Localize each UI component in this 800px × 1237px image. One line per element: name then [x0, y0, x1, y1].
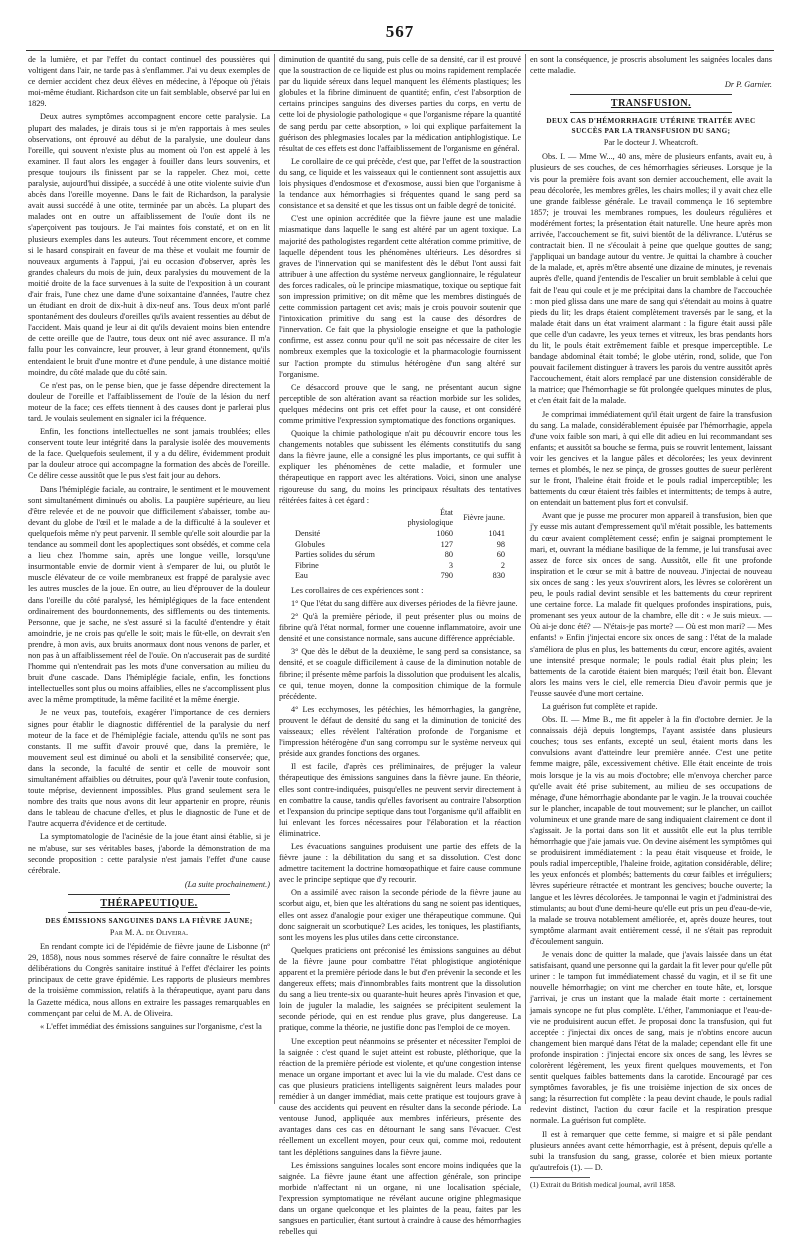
column-middle: [279, 54, 521, 1237]
paragraph: en sont la conséquence, je proscris absolument les saignées locales dans cette maladie.: [530, 55, 772, 76]
paragraph: 2° Qu'à la première période, il peut présenter plus ou moins de fibrine qu'à l'état normal, former une couenne inflammatoire, avoir une densité et une consistance normale, sans aucune différence appréciable.: [279, 612, 521, 644]
table-cell: 830: [492, 571, 505, 581]
table-cell-label: Eau: [295, 571, 308, 581]
paragraph: Une exception peut néanmoins se présenter et nécessiter l'emploi de la saignée : c'est quand le sujet atteint est robuste, pléthorique, que la réaction de la première période est violente, et qu'une congestion intense menace un organe important et avec lui la vie du malade. C'est dans ce cas que plusieurs praticiens intelligents saignèrent leurs malades pour remédier à un danger immédiat, mais cette pratique est toujours grave à cause des accidents qui peuvent en résulter dans la seconde période. La ventouse Junod, appliquée aux membres inférieurs, présente des avantages dans ces cas en détournant le sang sans l'évacuer. C'est réellement un excellent moyen, pour ceux qui, comme moi, redoutent tant les déplétions sanguines dans la fièvre jaune.: [279, 1036, 521, 1157]
table-cell: 2: [500, 560, 505, 570]
column-divider: [525, 54, 526, 1104]
paragraph: 1° Que l'état du sang diffère aux diverses périodes de la fièvre jaune.: [291, 599, 518, 608]
column-divider: [274, 54, 275, 1104]
table-cell: 3: [448, 560, 453, 570]
table-header: Fièvre jaune.: [463, 513, 505, 523]
section-header-box: [570, 94, 732, 113]
article-title: DES ÉMISSIONS SANGUINES DANS LA FIÈVRE JAUNE;: [45, 916, 253, 925]
paragraph: Dans l'hémiplégie faciale, au contraire, le sentiment et le mouvement sont simultanément diminués ou abolis. La paupière supérieure, au lieu d'être relevée et de ne pouvoir que difficilement s'abaisser, tombe au-devant du globe de l'œil et le malade a de la difficulté à la soulever et quelquefois même n'y peut parvenir. Il semble qu'elle soit alourdie par la tendance au sommeil dont les apoplectiques sont obsédés, et comme cela a lieu chez l'homme sain, après une longue veille, lorsqu'une insurmontable envie de dormir vient à s'emparer de lui, ou plutôt le muscle élévateur de ce voile membraneux est frappé de paralysie avec les autres muscles de la joue. En outre, au lieu d'éprouver de la douleur dans l'oreille du côté paralysé, les hémiplégiques de la face entendent ordinairement des bourdonnements, des sifflements ou des tintements. Personne, que je sache, ne s'est assuré si la faculté d'entendre y était amoindrie, je ne crois pas qu'elle le soit; mais le fût-elle, on devrait s'en prendre, à mon avis, aux bruits anormaux dont nous venons de parler, et non pas à un affaiblissement réel de l'ouïe. On n'accuserait pas de surdité l'homme qui n'entendrait pas les mots d'une conversation au milieu du bruit d'une cascade. Dans l'hémiplégie faciale, enfin, les fonctions intellectuelles sont plus ou moins affaiblies, elles ne s'accomplissent plus avec la même promptitude, la même facilité et la même énergie.: [28, 484, 270, 705]
paragraph: Les évacuations sanguines produisent une partie des effets de la fièvre jaune : la débilitation du sang et sa dissolution. C'est donc admettre tacitement la doctrine homœopathique et faire cause commune avec le principe septique que d'y recourir.: [279, 841, 521, 885]
table-row: [295, 529, 505, 540]
paragraph: Enfin, les fonctions intellectuelles ne sont jamais troublées; elles conservent toute leur intégrité dans la paralysie isolée des mouvements de la face. Quelquefois seulement, il y a du délire, évidemment produit par la douleur atroce qui accompagne la formation des abcès de l'oreille. Ce délire cesse aussitôt que le pus s'est fait jour au dehors.: [28, 427, 270, 481]
paragraph: Ce désaccord prouve que le sang, ne présentant aucun signe perceptible de son altération avant sa réaction morbide sur les solides, quelques médecins ont pris cet effet pour la cause, et ont considéré comme primitive l'expression symptomatique des fonctions organiques.: [279, 382, 521, 425]
footnote-rule: [530, 1177, 590, 1178]
column-left: [28, 54, 270, 1104]
paragraph: C'est une opinion accréditée que la fièvre jaune est une maladie miasmatique dans laquelle le sang est altéré par un agent toxique. La majorité des pathologistes regardent cette altération comme primitive, de laquelle dépendent tous les phénomènes ultérieurs. Les désordres si graves de l'innervation qui se manifestent dès le début l'ont aussi fait attribuer à une affection du système nerveux ganglionnaire, le régulateur des forces radicales, où le principe miasmatique, toxique ou septique fait son impression primitive; on dit même que les membres distingués de cette commission partagent cet avis; mais je crois pouvoir soutenir que l'intoxication primitive du sang est la cause des désordres de l'innervation. Ce fait que la physiologie enseigne et que la pathologie confirme, est assez connu pour qu'il ne soit pas nécessaire de citer les nombreux exemples que la toxicologie et la pharmacologie fournissent sur l'action prompte du stimulus hétérogène d'un sang altéré sur l'organisme.: [279, 214, 521, 379]
paragraph: Les émissions sanguines locales sont encore moins indiquées que la saignée. La fièvre jaune étant une affection générale, son principe morbide n'affectant ni un organe, ni une localisation spéciale, l'expression symptomatique ne révélant aucune origine phlegmasique dans un organe quelconque et les plaintes de la peau, faites par les sangsues en particulier, étant surtout à craindre à cause des hémorrhagies rebelles qui: [279, 1160, 521, 1237]
table-cell: 80: [444, 550, 453, 560]
table-row: [295, 540, 505, 551]
table-header-row: [295, 508, 505, 529]
table-cell-label: Globules: [295, 539, 325, 549]
article-title: DEUX CAS D'HÉMORRHAGIE UTÉRINE TRAITÉE AVEC SUCCÈS PAR LA TRANSFUSION DU SANG;: [546, 117, 756, 136]
paragraph: diminution de quantité du sang, puis celle de sa densité, car il est prouvé que la soustraction de ce liquide est plus ou moins rapidement remplacée par du liquide séreux dans lequel manquent les éléments plastiques; les globules et la fibrine diminuent de quantité; enfin, c'est l'absorption de certains principes sanguins des diverses parties du corps, en vertu de cette loi de physiologie pathologique « que l'organisme répare la quantité de sang perdu par cette absorption, » loi qui explique parfaitement la guérison des phlegmasies locales par la médication antiphlogistique. Le résultat de ces effets est donc l'affaiblissement de l'organisme en général.: [279, 55, 521, 153]
section-title: TRANSFUSION.: [610, 98, 692, 110]
table-cell: 98: [496, 539, 505, 549]
section-title: THÉRAPEUTIQUE.: [100, 897, 198, 909]
column-right: [530, 54, 772, 1189]
paragraph: Avant que je pusse me procurer mon appareil à transfusion, bien que j'y eusse mis autant d'empressement qu'il m'était possible, les battements du cœur avaient complètement cessé; enfin je saignai promptement le mari, et, ouvrant la médiane basilique de la femme, je lui transfusai avec assez de force six onces de sang. Aussitôt, elle fit une profonde inspiration et le cœur se mit à battre de nouveau. J'injectai de nouveau six onces de sang : les yeux s'ouvrirent alors, les lèvres se colorèrent un peu, le pouls radial devint sensible et les battements du cœur reprirent une certaine force. La malade fit quelques profondes inspirations, puis, promenant ses yeux autour de la chambre, elle dit : « Je suis mieux. — Où ai-je donc été? — N'étais-je pas morte? — Où est mon mari? — Mes enfants! » Enfin j'injectai encore six onces de sang : l'état de la malade s'améliora de plus en plus, les battements du cœur, encore agités, avaient une intensité presque normale; le pouls radial était plus plein; les battements de la carotide étaient bien marqués; l'œil était bon. Élevant alors les mains vers le ciel, elle remercia Dieu d'avoir permis que je l'eusse sauvée d'une mort certaine.: [530, 511, 772, 698]
paragraph: Les corollaires de ces expériences sont :: [291, 585, 424, 595]
paragraph: En rendant compte ici de l'épidémie de fièvre jaune de Lisbonne (nº 29, 1858), nous nous sommes réservé de faire connaître le résultat des délibérations du Congrès sanitaire institué à l'effet d'éclairer les points principaux de cette grave épidémie. Les rapports de plusieurs membres de la troisième commission, relatifs à la thérapeutique, ayant paru dans la Gazette médica, nous allons en extraire les passages remarquables en commençant par celui de M. A. de Oliveira.: [28, 942, 270, 1018]
paragraph: La symptomatologie de l'acinésie de la joue étant ainsi établie, si je ne m'abuse, sur ses véritables bases, j'aborde la démonstration de ma seconde proposition : cette paralysie n'est jamais l'effet d'une cause cérébrale.: [28, 832, 270, 875]
paragraph: de la lumière, et par l'effet du contact continuel des poussières qui voltigent dans l'air, ne tarde pas à s'enflammer. J'ai vu deux exemples de ce dernier accident chez deux élèves en médecine, à l'époque où j'étais moi-même étudiant. Richardson cite un fait semblable, observé par lui en 1829.: [28, 55, 270, 109]
page-number: 567: [385, 22, 415, 41]
paragraph: Le corollaire de ce qui précède, c'est que, par l'effet de la soustraction du sang, ce liquide et les vaisseaux qui le contiennent sont assujettis aux lois physiques d'endosmose et d'exosmose, aussi bien que l'organisme à la tendance aux hémorrhagies si fréquentes quand le sang perd sa consistance et sa densité et que les tissus ont un faible degré de tonicité.: [279, 156, 521, 211]
paragraph: Ce n'est pas, on le pense bien, que je fasse dépendre directement la douleur de l'oreille et l'affaiblissement de l'ouïe de la lésion du nerf moteur de la face; ces effets tiennent à des causes dont je parlerai plus tard. Je voulais seulement en signaler ici la fréquence.: [28, 380, 270, 423]
section-header-box: [68, 894, 230, 913]
paragraph: Il est facile, d'après ces préliminaires, de préjuger la valeur thérapeutique des émissions sanguines dans la fièvre jaune. En théorie, elles sont contre-indiquées, puisqu'elles ne peuvent servir directement à en combattre la cause, tandis qu'elles favorisent au contraire l'absorption et l'expansion du principe septique dans tout l'organisme qu'il affaiblit en lui enlevant les forces nécessaires pour l'élaboration et la réaction éliminatrice.: [279, 762, 521, 838]
paragraph: 3° Que dès le début de la deuxième, le sang perd sa consistance, sa densité, et se coagule difficilement à cause de la diminution notable de fibrine; il présente même parfois la dissolution que produisent les alcalis, ce qui, tenue moyen, donne la composition chimique de la formule précédente.: [279, 647, 521, 701]
article-byline: Par le docteur J. Wheatcroft.: [603, 138, 699, 148]
paragraph: Obs. II. — Mme B., me fit appeler à la fin d'octobre dernier. Je la connaissais déjà depuis longtemps, l'ayant assistée dans plusieurs couches; tous ses enfants, excepté un seul, étaient morts dans les convulsions avant d'atteindre leur première année. C'est une petite femme maigre, pâle, excessivement chétive. Elle était enceinte de trois mois lorsque je la vis au mois d'octobre; elle m'envoya chercher parce qu'elle avait été prise subitement, au milieu de ses occupations de ménage, d'une hémorrhagie abondante par le vagin. Je la trouvai couchée sur le plancher, incapable de tout mouvement; sur le plancher, un caillot volumineux et une grande mare de sang indiquaient clairement ce dont il s'agissait. Je la portai dans son lit et aussitôt elle eut la plus terrible hémorrhagie que j'aie jamais vue. On devine aisément les symptômes qui se produisirent immédiatement : la peau était visqueuse et froide, le pouls radial imperceptible, l'haleine froide, agitation considérable, délire; les yeux enfoncés et plombés; battements du cœur faibles et irréguliers; lèvres supérieure rétractée et montrant les gencives; bouche ouverte; la langue et les lèvres décolorées. Je tamponnai le vagin et j'administrai des stimulants; au bout d'une demi-heure qu'elle eut pris un peu d'eau-de-vie, la malade se trouva notablement améliorée, et, après douze heures, tout symptôme alarmant avait entièrement cessé, il ne s'était pas reproduit d'écoulement sanguin.: [530, 715, 772, 946]
table-row: [295, 550, 505, 561]
paragraph: Deux autres symptômes accompagnent encore cette paralysie. La plupart des malades, je dirais tous si je m'en rapportais à mes seules observations, ont éprouvé au début de la paralysie, une douleur dans l'oreille, qui souvent n'existe plus au moment où l'on est appelé à les examiner. Il faut alors les engager à fouiller dans leurs souvenirs, et presque toujours ils finissent par se la rappeler. Chez moi, cette paralysie, aujourd'hui dissipée, a succédé à une otite violente suivie d'un abcès dans l'oreille moyenne. Dans le fait de Richardson, la paralysie avait aussi succédé à une otite, terminée par un abcès. La plupart des malades ont en outre un affaiblissement de l'ouïe dont ils ne s'aperçoivent pas toujours. Je l'ai maintes fois constaté, et on en lit plusieurs exemples dans les auteurs. Tout récemment encore, et comme si le hasard conspirait en faveur de ma thèse et voulait me fournir de nouveaux arguments à l'appui, j'ai eu occasion d'observer, après les grandes chaleurs du mois de juin, deux paralysies du mouvement de la moitié droite de la face survenues à la suite de l'exposition à un courant d'air frais, l'une chez une dame d'une soixantaine d'années, l'autre chez un étudiant en droit de dix-huit à dix-neuf ans. Tous deux m'ont parlé spontanément des douleurs d'oreilles qu'ils avaient ressenties au début de l'accident. Mais quand je leur ai dit qu'ils devaient moins bien entendre de cette oreille que de l'autre, tous deux ont nié avec assurance. Il m'a fallu pour les convaincre, leur prouver, à leur grand étonnement, qu'ils entendaient le bruit d'une montre et d'une pendule, à une distance moitié moindre, du côté malade que du côté sain.: [28, 112, 270, 377]
paragraph: Quoique la chimie pathologique n'ait pu découvrir encore tous les changements notables que subissent les éléments constitutifs du sang dans la fièvre jaune, elle a consigné les plus importants, ce qui suffit à expliquer les phénomènes de cette maladie, et formuler une thérapeutique en rapport avec les altérations. Voici, sinon une analyse rigoureuse du sang, du moins les principaux résultats des tentatives réitérées faites à cet égard :: [279, 429, 521, 505]
paragraph: La guérison fut complète et rapide.: [542, 701, 658, 711]
paragraph: Il est à remarquer que cette femme, si maigre et si pâle pendant plusieurs années avant cette hémorrhagie, est à présent, depuis qu'elle a subi la transfusion du sang, grasse, colorée et bien mieux portante qu'autrefois (1). — D.: [530, 1129, 772, 1172]
article-byline: Par M. A. de Oliveira.: [109, 927, 189, 937]
paragraph: Quelques praticiens ont préconisé les émissions sanguines au début de la fièvre jaune pour combattre l'état phlogistique angioténique apparent et la première période dans le but d'en prévenir la seconde et les dangereux effets; mais d'innombrables faits montrent que la dissolution du sang a lieu trente-six ou quarante-huit heures après l'invasion et que, loin de juguler la maladie, les saignées se précipitent seulement la seconde période, qui en est rendue plus grave, plus dangereuse. La pratique, comme la théorie, ne justifie donc pas l'emploi de ce moyen.: [279, 945, 521, 1033]
table-row: [295, 561, 505, 572]
table-cell: 790: [440, 571, 453, 581]
header-rule: [26, 50, 774, 51]
paragraph: On a assimilé avec raison la seconde période de la fièvre jaune au scorbut aigu, et, bien que les altérations du sang ne soient pas identiques, elles ont assez d'analogie pour exiger une thérapeutique commune. Qui donc saignerait un scorbutique? Les acides, les toniques, les plastifiants, sont les moyens les plus utiles dans cette circonstance.: [279, 888, 521, 942]
table-row: [295, 571, 505, 582]
table-cell-label: Fibrine: [295, 560, 319, 570]
paragraph: Je comprimai immédiatement qu'il était urgent de faire la transfusion du sang. La malade, considérablement épuisée par l'hémorrhagie, appela d'une voix faible son mari, à qui elle dit adieu en lui recommandant ses enfants; et aussitôt sa bouche se ferma, puis se rouvrit lentement, laissant voir les gencives et la langue pâles et décolorées; les yeux devinrent ternes et plombés, le nez se pinça, de grosses gouttes de sueur perlèrent sur le front, l'haleine était froide et le pouls radial imperceptible; les battements du cœur étaient très faibles et intermittents; de temps à autre, on entendait un battement plus fort et convulsif.: [530, 409, 772, 508]
paragraph: Obs. I. — Mme W..., 40 ans, mère de plusieurs enfants, avait eu, à plusieurs de ses couches, de ces hémorrhagies sérieuses. Lorsque je la vis pour la première fois avant son dernier accouchement, elle avait la peau décolorée, les membres grêles, les chairs molles; il y avait chez elle une grande faiblesse générale. Le travail commença le 16 septembre 1857; je trouvai les membranes rompues, les douleurs régulières et modérément fortes; la présentation était naturelle. Une heure après mon arrivée, l'accouchement se fit, suivi bientôt de la délivrance. L'utérus se contractait bien. Il ne s'écoulait à peine que quelque gouttes de sang; j'appliquai un bandage autour du ventre. Je quittai la chambre à coucher de la malade, et, après m'être absenté une dizaine de minutes, je revenais auprès d'elle, quand j'entendis de l'escalier un bruit semblable à celui que fait de l'eau qui coule et je me précipitai dans la chambre de l'accouchée : mon pied glissa dans une mare de sang qui s'étendait au moins à quatre pieds du lit; les draps étaient complètement traversés par le sang, et la malade était dans un état vraiment alarmant : la figure était aussi pâle que celle d'un cadavre, les yeux ternes et vitreux, les bras pendants hors du lit, le pouls était extrêmement faible et presque imperceptible. Le bandage abdominal était tombé; le globe utérin, rond, solide, que l'on pouvait facilement distinguer à travers les parois du ventre aussitôt après l'accouchement, était alors remplacé par une distension considérable de la matrice; que l'hémorrhagie se fût prolongée quelques minutes de plus, et c'en était fait de la malade.: [530, 152, 772, 406]
article-signature: Dr P. Garnier.: [724, 80, 772, 90]
table-header: État physiologique: [407, 507, 453, 528]
table-cell: 60: [496, 550, 505, 560]
table-cell: 127: [440, 539, 453, 549]
paragraph: Je venais donc de quitter la malade, que j'avais laissée dans un état satisfaisant, quand une personne qui la gardait la fit lever pour qu'elle pût uriner : le tampon fut immédiatement chassé du vagin, et il se fit une nouvelle hémorrhagie; on vint me chercher en toute hâte, et, lorsque j'arrivai, je crus un instant que la malade était morte : certainement jamais syncope ne fut plus complète. L'éther, l'ammoniaque et l'eau-de-vie ne produisirent aucun effet. Je proposai donc la transfusion, qui fut acceptée : j'injectai dix onces de sang, mais je n'obtins encore aucun changement bien marqué dans l'état de la malade; cependant elle fit une profonde inspiration : j'injectai encore six onces de sang, les lèvres se colorèrent légèrement, les yeux firent quelques mouvements, et l'on sentit quelques faibles battements dans la carotide. Encouragé par ces symptômes favorables, je fis une troisième injection de six onces de sang; la résurrection fut complète : la peau devint chaude, le pouls radial redevint distinct, l'action du cœur facile et la respiration presque normale. La guérison fut complète.: [530, 950, 772, 1126]
paragraph: 4° Les ecchymoses, les pétéchies, les hémorrhagies, la gangrène, prouvent le défaut de densité du sang et la diminution de tonicité des vaisseaux; elles révèlent l'altération profonde de l'organisme et l'impression hétérogène d'un sang corrompu sur le système nerveux qui préside aux grandes fonctions des organes.: [279, 704, 521, 759]
table-cell-label: Parties solides du sérum: [295, 550, 375, 560]
table-cell: 1060: [436, 528, 453, 538]
paragraph: « L'effet immédiat des émissions sanguines sur l'organisme, c'est la: [40, 1021, 262, 1031]
paragraph: Je ne veux pas, toutefois, exagérer l'importance de ces derniers signes pour établir le diagnostic différentiel de la paralysie du nerf moteur de la face et de l'hémiplégie faciale, attendu qu'ils ne sont pas constants. Il me suffit d'avoir prouvé que, dans la première, le mouvement seul est diminué ou aboli et la sensibilité conservée; que, dans la seconde, la faculté de sentir et celle de mouvoir sont simultanément affaiblies ou détruites, pour qu'à l'avenir toute confusion, toute méprise, deviennent impossibles. Plus grand seulement sera le nombre des traits que nous avons dit leur appartenir en propre, réunis dans le tableau de chacune d'elles, et plus le diagnostic de l'une et de l'autre acquerra d'évidence et de certitude.: [28, 708, 270, 829]
continuation-note: (La suite prochainement.): [184, 879, 270, 889]
table-cell: 1041: [488, 528, 505, 538]
blood-analysis-table: [295, 508, 505, 582]
table-cell-label: Densité: [295, 528, 321, 538]
footnote: (1) Extrait du British medical journal, avril 1858.: [530, 1179, 676, 1189]
